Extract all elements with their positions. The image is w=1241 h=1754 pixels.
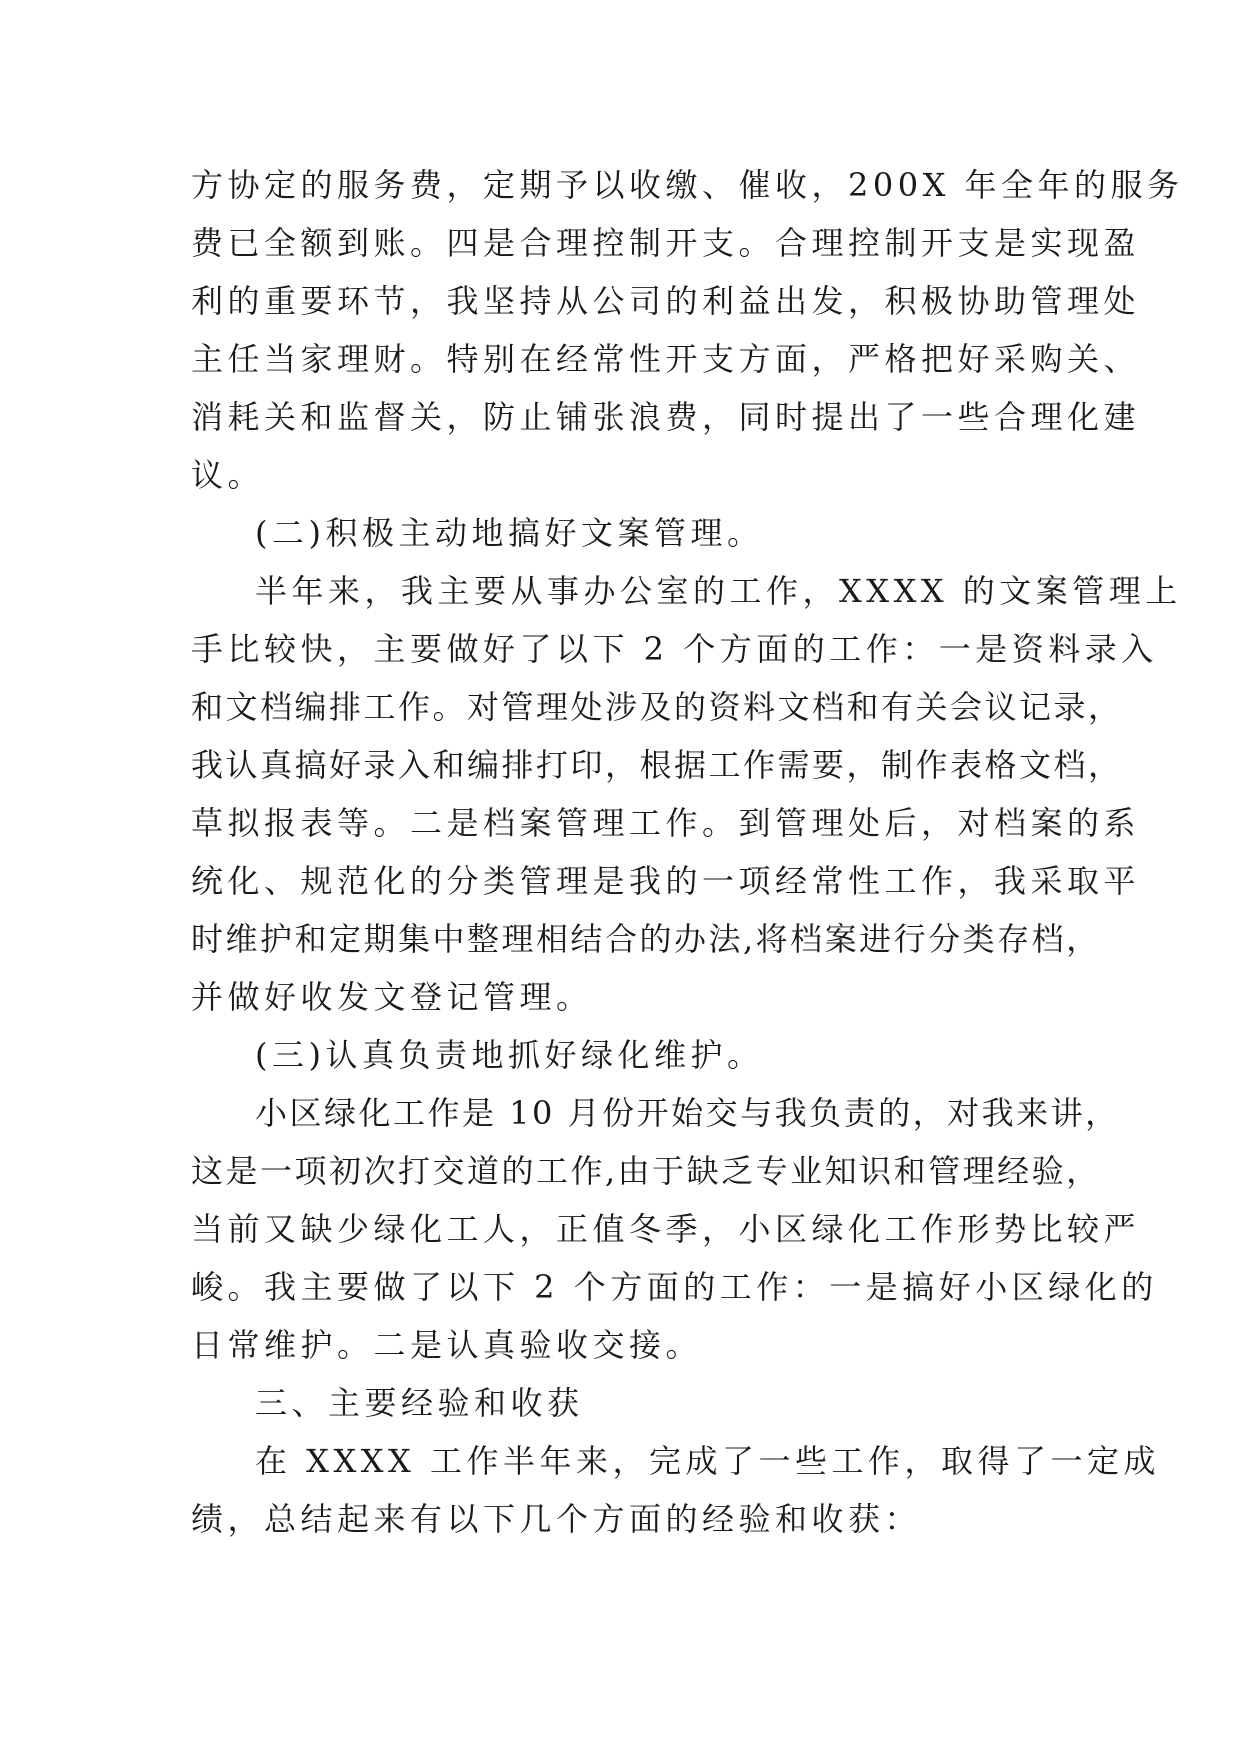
text-line: 方协定的服务费，定期予以收缴、催收，200X 年全年的服务 (191, 166, 1184, 204)
text-line: 峻。我主要做了以下 2 个方面的工作：一是搞好小区绿化的 (191, 1268, 1158, 1306)
paragraph-first-line: 半年来，我主要从事办公室的工作，XXXX 的文案管理上 (255, 572, 1182, 610)
text-line: 统化、规范化的分类管理是我的一项经常性工作，我采取平 (191, 862, 1141, 900)
section-heading: (二)积极主动地搞好文案管理。 (255, 514, 764, 552)
text-line: 绩，总结起来有以下几个方面的经验和收获： (191, 1500, 922, 1538)
paragraph-first-line: 小区绿化工作是 10 月份开始交与我负责的，对我来讲， (255, 1094, 1120, 1132)
text-line: 利的重要环节，我坚持从公司的利益出发，积极协助管理处 (191, 282, 1141, 320)
text-line: 当前又缺少绿化工人，正值冬季，小区绿化工作形势比较严 (191, 1210, 1141, 1248)
text-line: 主任当家理财。特别在经常性开支方面，严格把好采购关、 (191, 340, 1141, 378)
text-line: 手比较快，主要做好了以下 2 个方面的工作：一是资料录入 (191, 630, 1158, 668)
section-heading: (三)认真负责地抓好绿化维护。 (255, 1036, 764, 1074)
section-heading: 三、主要经验和收获 (255, 1384, 584, 1422)
text-line: 时维护和定期集中整理相结合的办法,将档案进行分类存档， (191, 920, 1101, 958)
text-line: 并做好收发文登记管理。 (191, 978, 593, 1016)
text-line: 这是一项初次打交道的工作,由于缺乏专业知识和管理经验， (191, 1152, 1101, 1190)
text-line: 草拟报表等。二是档案管理工作。到管理处后，对档案的系 (191, 804, 1141, 842)
text-line: 消耗关和监督关，防止铺张浪费，同时提出了一些合理化建 (191, 398, 1141, 436)
text-line: 和文档编排工作。对管理处涉及的资料文档和有关会议记录， (191, 688, 1123, 726)
text-line: 议。 (191, 456, 265, 494)
text-line: 我认真搞好录入和编排打印，根据工作需要，制作表格文档， (191, 746, 1123, 784)
text-line: 日常维护。二是认真验收交接。 (191, 1326, 703, 1364)
paragraph-first-line: 在 XXXX 工作半年来，完成了一些工作，取得了一定成 (255, 1442, 1160, 1480)
text-line: 费已全额到账。四是合理控制开支。合理控制开支是实现盈 (191, 224, 1141, 262)
document-body (191, 156, 1184, 1548)
